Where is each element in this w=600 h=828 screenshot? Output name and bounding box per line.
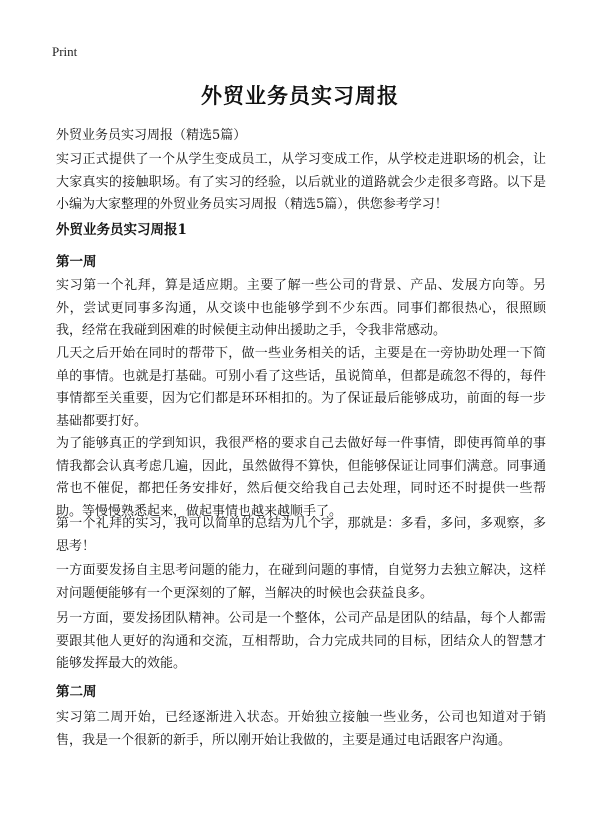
week1-paragraph-3: 为了能够真正的学到知识，我很严格的要求自己去做好每一件事情，即使再简单的事情我都会认真考虑几遍，因此，虽然做得不算快，但能够保证让同事们满意。同事通常也不催促，都把任务安排好，然后便交给我自己去处理，同时还不时提供一些帮助。等慢慢熟悉起来，做起事情也越来越顺手了。	[56, 436, 546, 519]
intro-paragraph: 实习正式提供了一个从学生变成员工，从学习变成工作，从学校走进职场的机会，让大家真实的接触职场。有了实习的经验，以后就业的道路就会少走很多弯路。以下是小编为大家整理的外贸业务员实习周报（精选5篇），供您参考学习！	[56, 152, 546, 212]
week2-heading: 第二周	[56, 684, 97, 700]
week1-paragraph-4: 第一个礼拜的实习，我可以简单的总结为几个字，那就是：多看，多问，多观察，多思考！	[56, 516, 546, 554]
print-link[interactable]: Print	[52, 44, 78, 59]
article-heading: 外贸业务员实习周报1	[56, 222, 187, 238]
week2-paragraph-1: 实习第二周开始，已经逐渐进入状态。开始独立接触一些业务，公司也知道对于销售，我是一个很新的新手，所以刚开始让我做的，主要是通过电话跟客户沟通。	[56, 710, 546, 748]
week1-paragraph-5: 一方面要发扬自主思考问题的能力，在碰到问题的事情，自觉努力去独立解决，这样对问题便能够有一个更深刻的了解，当解决的时候也会获益良多。	[56, 563, 546, 601]
week1-paragraph-1: 实习第一个礼拜，算是适应期。主要了解一些公司的背景、产品、发展方向等。另外，尝试更同事多沟通，从交谈中也能够学到不少东西。同事们都很热心，很照顾我，经常在我碰到困难的时候便主动伸出援助之手，令我非常感动。	[56, 278, 546, 338]
document-subtitle: 外贸业务员实习周报（精选5篇）	[56, 128, 247, 143]
week1-heading: 第一周	[56, 254, 97, 270]
document-title: 外贸业务员实习周报	[201, 83, 399, 108]
week1-paragraph-6: 另一方面，要发扬团队精神。公司是一个整体，公司产品是团队的结晶，每个人都需要跟其他人更好的沟通和交流，互相帮助，合力完成共同的目标，团结众人的智慧才能够发挥最大的效能。	[56, 611, 546, 671]
week1-paragraph-2: 几天之后开始在同时的帮带下，做一些业务相关的话，主要是在一旁协助处理一下简单的事情。也就是打基础。可别小看了这些话，虽说简单，但都是疏忽不得的，每件事情都至关重要，因为它们都是环环相扣的。为了保证最后能够成功，前面的每一步基础都要打好。	[56, 346, 546, 429]
